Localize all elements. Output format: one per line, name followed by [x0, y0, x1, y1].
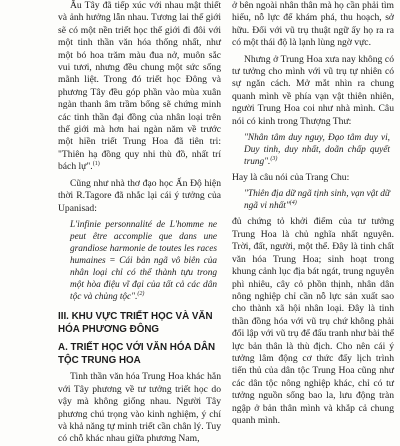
block-quote: [244, 132, 390, 168]
right-column: [232, 0, 394, 427]
paragraph: Nhưng ở Trung Hoa xưa nay không có tư tưởng cho mình với vũ trụ tự nhiên có sự ngăn cách. Mở mắt nhìn ra chung quanh mình về phía vạn vật thiên nhiên, người Trung Hoa coi như nhà mình. Câu nói có kinh trong Thượng Thư:: [232, 53, 394, 127]
paragraph: đủ chứng tỏ khởi điểm của tư tưởng Trung Hoa là chủ nghĩa nhất nguyên. Trời, đất, người, một thể. Đây là tinh chất văn hóa Trung Hoa; sinh hoạt trong khung cảnh lục địa bát ngát, trung nguyên phì nhiêu, cây cỏ phồn thịnh, nhân dân nông nghiệp chỉ cần nỗ lực sản xuất sao cho thành xã hội nhân loại. Đây là tinh thần đồng hóa với vũ trụ chứ không phải đối lập với vũ trụ để đấu tranh như bài thể lực bản thân là thù địch. Cho nên cái ý tưởng lâm động cơ thức đấy lịch trình tiến thủ của dân tộc Trung Hoa cũng như các dân tộc nông nghiệp khác, chỉ có tư tưởng nguồn sống bao la, lưu động tràn ngập ở bản thân mình và khắp cả chung quanh mình.: [232, 216, 394, 426]
subsection-heading: A. TRIẾT HỌC VỚI VĂN HÓA DÂN TỘC TRUNG HOA: [58, 342, 216, 366]
quote-text: L'infinie personnalité de L'homme ne peut être accomplie que dans une grandiose harmonie de toutes les races humaines = Cái bản ngã vô biên của nhân loại chỉ có thể thành tựu trong một hòa điệu vĩ đại của tất cả các dân tộc và chủng tộc".: [70, 219, 217, 302]
paragraph: Tinh thần văn hóa Trung Hoa khác hẳn với Tây phương về tư tưởng triết học do vậy mà không giống nhau. Người Tây phương chú trọng vào kinh nghiệm, ý chí và khả năng tự minh triết cần chân lý. Tuy có chỗ khác nhau giữa phương Nam,: [58, 371, 221, 445]
paragraph: [58, 0, 221, 174]
block-quote: [244, 188, 390, 212]
block-quote: [70, 219, 217, 303]
paragraph: Hay là câu nói của Trang Chu:: [232, 172, 350, 184]
paragraph: Cũng như nhà thơ đạo học Ấn Độ hiện thời R.Tagore đã nhắc lại cái ý tưởng của Upanisad:: [58, 177, 221, 214]
quote-text: "Nhân tâm duy nguy, Đạo tâm duy vi, Duy tinh, duy nhất, doãn chấp quyết trung".: [244, 133, 390, 168]
footnote-ref: (4): [289, 200, 297, 207]
footnote-ref: (3): [270, 155, 278, 162]
paragraph-text: Âu Tây đã tiếp xúc với nhau mật thiết và ảnh hưởng lẫn nhau. Tương lai thế giới sẽ có một nền triết học thế giới đi đôi với một tinh thần văn hóa thống nhất, như một bó hoa trăm màu đua nở, muôn sắc vui tươi, nhưng đều chung một sức sống mãnh liệt. Trong đó triết học Đông và phương Tây đều góp phần vào mùa xuân ngàn thanh âm trầm bổng sẽ chứng minh các tinh thần đại đồng của nhân loại trên thế giới mà hơn hai ngàn năm về trước một hiền triết Trung Hoa đã tiên tri: "Thiên hạ đồng quy nhi thù đồ, nhất trí bách lự".: [58, 0, 221, 173]
quote-text: "Thiên địa dữ ngã tịnh sinh, vạn vật dữ ngã vi nhất": [244, 189, 391, 212]
section-heading: III. KHU VỰC TRIẾT HỌC VÀ VĂN HÓA PHƯƠNG ĐÔNG: [58, 310, 213, 335]
footnote-ref: (1): [92, 161, 100, 168]
paragraph: ở bên ngoài nhân thân mà họ cần phải tìm hiểu, nỗ lực để khám phá, thu hoạch, sở hữu. Đối với vũ trụ thuật ngữ ấy họ ra ra có một thái độ là lạnh lùng ngờ vực.: [232, 0, 394, 49]
footnote-ref: (2): [137, 290, 145, 297]
left-column: [58, 0, 221, 446]
